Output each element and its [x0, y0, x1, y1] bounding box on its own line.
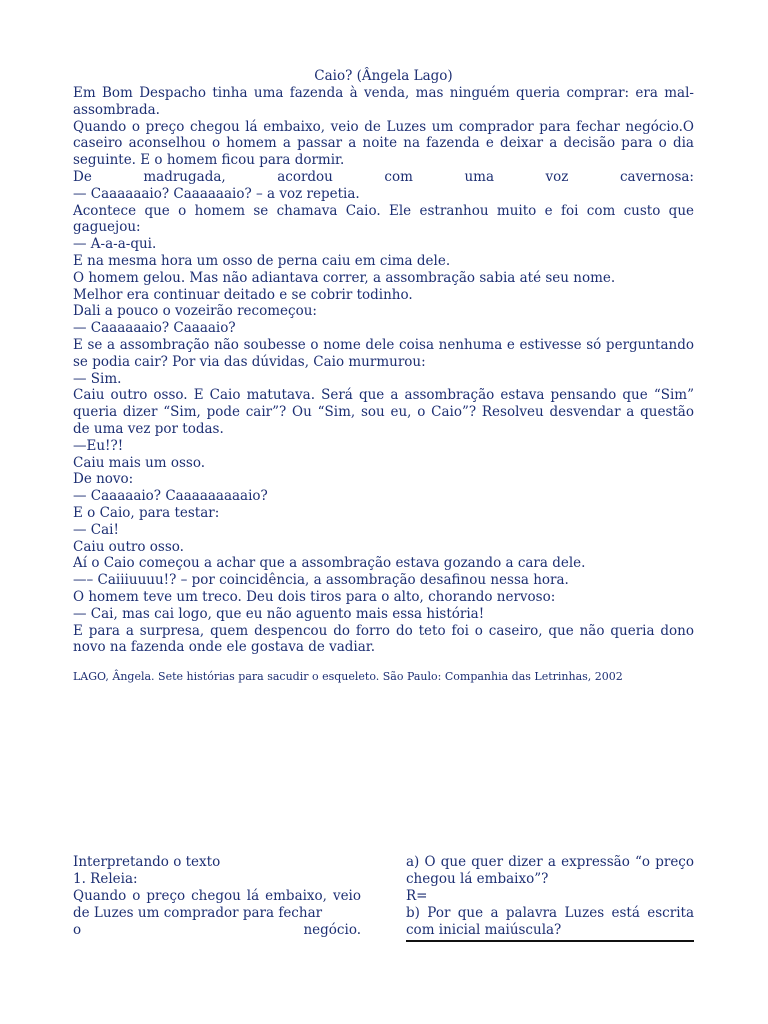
paragraph: E o Caio, para testar: — [73, 504, 220, 521]
paragraph: — A-a-a-qui. — [73, 236, 157, 253]
paragraph: —– Caiiiuuuu!? – por coincidência, a assombração desafinou nessa hora. — [73, 572, 569, 589]
story-text — [73, 85, 694, 656]
paragraph: — Caaaaaaio? Caaaaio? — [73, 320, 236, 337]
question-b: b) Por que a palavra Luzes está escrita com inicial maiúscula? — [406, 905, 694, 942]
paragraph: Caiu outro osso. E Caio matutava. Será que a assombração estava pensando que “Sim” queria dizer “Sim, pode cair”? Ou “Sim, sou eu, o Caio”? Resolveu desvendar a questão de uma vez por todas. — [73, 387, 694, 437]
paragraph: — Caaaaaaio? Caaaaaaio? – a voz repetia. — [73, 185, 360, 202]
paragraph: Caiu outro osso. — [73, 538, 184, 555]
paragraph: E na mesma hora um osso de perna caiu em cima dele. — [73, 252, 451, 269]
paragraph: Acontece que o homem se chamava Caio. Ele estranhou muito e foi com custo que gaguejou: — [73, 202, 694, 236]
paragraph: De madrugada, acordou com uma voz cavernosa: — [73, 168, 694, 185]
exercise-section — [73, 854, 694, 942]
paragraph: — Cai, mas cai logo, que eu não aguento mais essa história! — [73, 605, 485, 622]
paragraph: O homem teve um treco. Deu dois tiros para o alto, chorando nervoso: — [73, 588, 556, 605]
paragraph: E se a assombração não soubesse o nome dele coisa nenhuma e estivesse só perguntando se podia cair? Por via das dúvidas, Caio murmurou: — [73, 336, 694, 370]
paragraph: O homem gelou. Mas não adiantava correr, a assombração sabia até seu nome. — [73, 269, 616, 286]
paragraph: Dali a pouco o vozeirão recomeçou: — [73, 303, 317, 320]
exercise-quote: Quando o preço chegou lá embaixo, veio de Luzes um comprador para fechar — [73, 888, 361, 921]
paragraph: — Cai! — [73, 521, 119, 538]
exercise-heading: Interpretando o texto — [73, 854, 221, 870]
exercise-quote-end: o negócio. — [73, 922, 361, 938]
paragraph: De novo: — [73, 471, 134, 488]
exercise-item-label: 1. Releia: — [73, 871, 138, 887]
exercise-left-column — [73, 854, 361, 942]
citation: LAGO, Ângela. Sete histórias para sacudir o esqueleto. São Paulo: Companhia das Letrinhas, 2002 — [73, 670, 623, 684]
answer-label: R= — [406, 888, 428, 904]
exercise-right-column — [406, 854, 694, 942]
paragraph: —Eu!?! — [73, 437, 124, 454]
paragraph: Quando o preço chegou lá embaixo, veio de Luzes um comprador para fechar negócio.O caseiro aconselhou o homem a passar a noite na fazenda e deixar a decisão para o dia seguinte. E o homem ficou para dormir. — [73, 118, 694, 169]
paragraph: — Sim. — [73, 370, 122, 387]
document-page — [73, 68, 694, 695]
document-title: Caio? (Ângela Lago) — [314, 68, 453, 84]
paragraph: Melhor era continuar deitado e se cobrir todinho. — [73, 286, 413, 303]
paragraph: E para a surpresa, quem despencou do forro do teto foi o caseiro, que não queria dono novo na fazenda onde ele gostava de vadiar. — [73, 622, 694, 656]
paragraph: Aí o Caio começou a achar que a assombração estava gozando a cara dele. — [73, 555, 586, 572]
paragraph: Caiu mais um osso. — [73, 454, 206, 471]
question-a: a) O que quer dizer a expressão “o preço chegou lá embaixo”? — [406, 854, 694, 887]
paragraph: — Caaaaaio? Caaaaaaaaaio? — [73, 488, 268, 505]
paragraph: Em Bom Despacho tinha uma fazenda à venda, mas ninguém queria comprar: era mal-assombrada. — [73, 85, 694, 118]
